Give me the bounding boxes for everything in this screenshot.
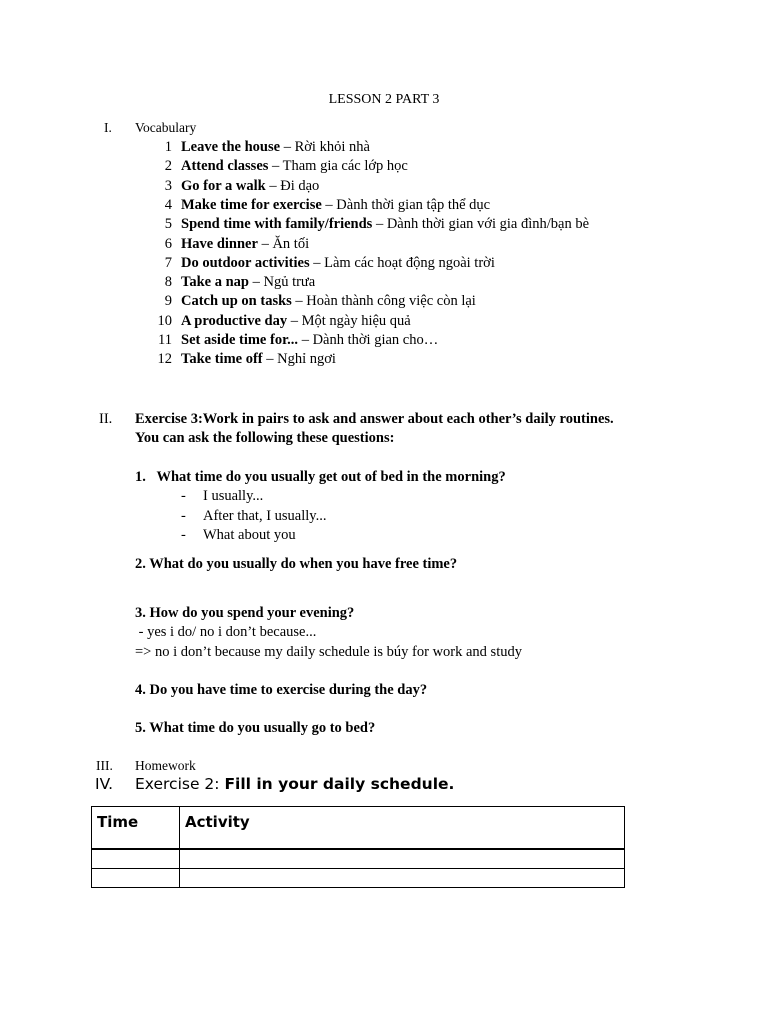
section-3-heading: Homework: [135, 758, 196, 773]
vocab-item-number: 6: [164, 235, 172, 252]
vocab-meaning: – Tham gia các lớp học: [268, 158, 408, 175]
vocab-item: [150, 351, 336, 368]
vocab-meaning: – Dành thời gian tập thể dục: [321, 196, 491, 213]
vocab-meaning: – Ngủ trưa: [248, 274, 316, 291]
page-title: LESSON 2 PART 3: [328, 92, 440, 107]
vocab-meaning: – Nghỉ ngơi: [262, 351, 336, 368]
vocab-item: [150, 158, 408, 175]
table-row: [92, 849, 625, 869]
vocab-item-number: 8: [164, 274, 172, 291]
vocab-meaning: – Dành thời gian cho…: [298, 332, 439, 348]
vocab-meaning: – Làm các hoạt động ngoài trời: [309, 254, 495, 271]
vocab-item-number: 1: [164, 139, 172, 155]
section-2-number: II.: [99, 411, 113, 427]
vocab-item: [150, 255, 495, 272]
vocab-item: [150, 216, 589, 233]
bullet-dash: -: [181, 488, 186, 504]
vocab-term: Make time for exercise: [181, 196, 322, 213]
vocab-term: Spend time with family/friends: [181, 216, 373, 233]
vocab-item-number: 11: [158, 332, 172, 348]
vocab-item: [150, 178, 319, 195]
activity-cell[interactable]: [180, 849, 625, 869]
vocab-item: [150, 197, 490, 214]
daily-schedule-table: [91, 806, 625, 888]
exercise-3-heading: [135, 411, 614, 428]
section-4-number: IV.: [95, 775, 114, 793]
vocab-item-number: 3: [164, 177, 172, 194]
vocab-item-number: 4: [164, 196, 172, 213]
bullet-dash: -: [181, 527, 186, 543]
exercise-2-prefix: Exercise 2:: [135, 775, 225, 793]
section-3-number: III.: [96, 758, 113, 773]
vocab-term: Set aside time for...: [181, 332, 299, 348]
vocab-item: [150, 293, 476, 310]
bullet-text: What about you: [203, 527, 296, 543]
vocab-term: Have dinner: [181, 235, 258, 252]
question-4: 4. Do you have time to exercise during the day?: [135, 682, 428, 698]
column-header-time: Time: [92, 807, 180, 849]
vocab-term: Attend classes: [181, 158, 269, 175]
section-1-heading: Vocabulary: [135, 120, 197, 135]
vocab-term: Catch up on tasks: [181, 293, 292, 310]
section-1-number: I.: [104, 120, 112, 135]
vocab-item: [150, 274, 315, 291]
bullet-text: After that, I usually...: [203, 507, 327, 524]
exercise-3-heading-line2: You can ask the following these questions:: [135, 430, 395, 446]
vocab-term: Take a nap: [181, 274, 249, 291]
exercise-2-instruction: Fill in your daily schedule.: [224, 775, 455, 793]
bullet-dash: -: [181, 507, 186, 524]
vocab-item: [150, 332, 438, 349]
vocab-meaning: – Rời khỏi nhà: [280, 139, 370, 155]
vocab-item-number: 12: [157, 351, 172, 368]
activity-cell[interactable]: [180, 868, 625, 887]
table-header-row: [92, 807, 625, 849]
vocab-item: [150, 139, 370, 156]
vocab-meaning: – Dành thời gian với gia đình/bạn bè: [372, 216, 590, 233]
column-header-activity: Activity: [180, 807, 625, 849]
vocab-item-number: 10: [157, 312, 172, 329]
vocab-meaning: – Đi dạo: [265, 177, 320, 194]
vocab-item: [150, 313, 411, 330]
vocab-meaning: – Một ngày hiệu quả: [287, 312, 411, 329]
vocab-item-number: 5: [164, 216, 172, 233]
list-item: [181, 508, 326, 525]
question-3: 3. How do you spend your evening?: [135, 605, 355, 621]
question-3-answer-1: - yes i do/ no i don’t because...: [135, 624, 317, 640]
question-3-answer-2: => no i don’t because my daily schedule is búy for work and study: [135, 644, 522, 660]
vocab-item: [150, 236, 309, 253]
vocab-meaning: – Ăn tối: [257, 235, 310, 252]
question-1: 1. What time do you usually get out of bed in the morning?: [135, 469, 506, 485]
list-item: [181, 488, 263, 505]
exercise-3-heading-line1: Exercise 3:Work in pairs to ask and answer about each other’s daily routines.: [135, 411, 614, 427]
table-row: [92, 868, 625, 887]
vocab-term: Take time off: [181, 351, 263, 368]
question-2: 2. What do you usually do when you have free time?: [135, 556, 458, 572]
vocab-meaning: – Hoàn thành công việc còn lại: [291, 293, 476, 310]
vocab-item-number: 9: [164, 293, 172, 310]
bullet-text: I usually...: [203, 488, 264, 504]
vocab-term: Leave the house: [181, 139, 281, 155]
vocab-item-number: 2: [164, 158, 172, 175]
question-5: 5. What time do you usually go to bed?: [135, 720, 376, 736]
vocab-term: A productive day: [181, 312, 288, 329]
exercise-2-heading: [135, 775, 454, 793]
list-item: [181, 527, 296, 544]
vocab-term: Go for a walk: [181, 177, 266, 194]
vocab-item-number: 7: [164, 254, 172, 271]
time-cell[interactable]: [92, 868, 180, 887]
vocab-term: Do outdoor activities: [181, 254, 310, 271]
time-cell[interactable]: [92, 849, 180, 869]
